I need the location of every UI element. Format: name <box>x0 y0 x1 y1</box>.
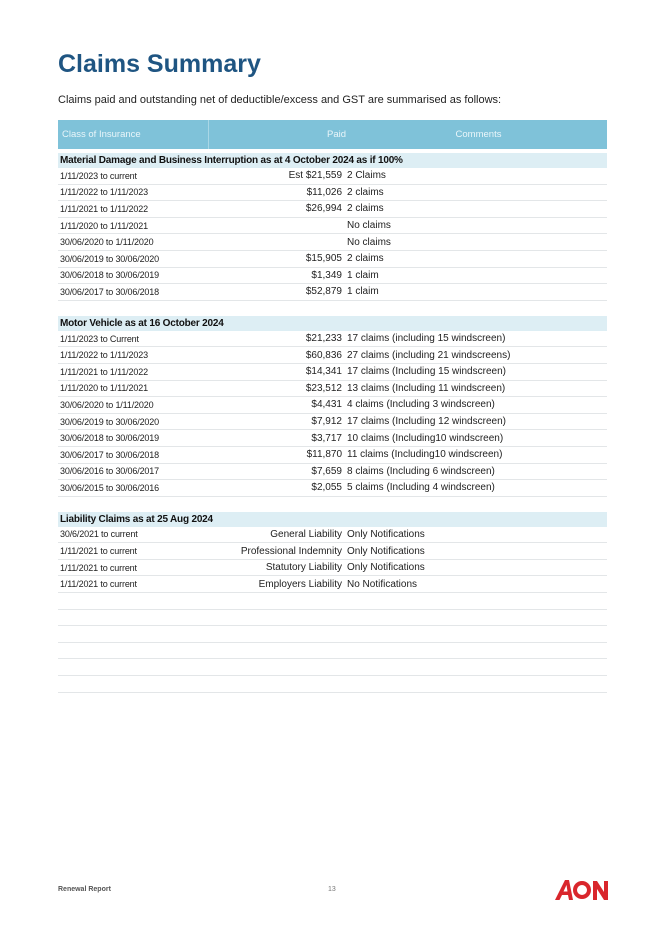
cell-paid: $52,879 <box>305 286 342 298</box>
cell-comments: 13 claims (Including 11 windscreen) <box>347 382 506 394</box>
table-row <box>58 381 607 398</box>
table-row <box>58 201 607 218</box>
cell-paid: $7,659 <box>311 465 342 477</box>
cell-comments: No claims <box>347 236 391 248</box>
cell-comments: 8 claims (Including 6 windscreen) <box>347 465 495 477</box>
cell-period: 1/11/2022 to 1/11/2023 <box>60 187 148 198</box>
cell-paid: $11,026 <box>306 186 342 198</box>
cell-comments: Only Notifications <box>347 528 425 540</box>
cell-comments: 17 claims (including 15 windscreen) <box>347 333 506 345</box>
cell-comments: 1 claim <box>347 269 379 281</box>
empty-row <box>58 626 607 643</box>
table-row <box>58 364 607 381</box>
cell-period: 30/06/2020 to 1/11/2020 <box>60 399 154 410</box>
header-class: Class of Insurance <box>58 120 209 149</box>
cell-period: 30/06/2019 to 30/06/2020 <box>60 253 159 264</box>
cell-period: 1/11/2021 to 1/11/2022 <box>60 203 148 214</box>
cell-paid: $7,912 <box>311 416 342 428</box>
cell-paid: $60,836 <box>305 349 342 361</box>
cell-period: 1/11/2021 to current <box>60 562 137 573</box>
table-row <box>58 527 607 544</box>
section-heading: Material Damage and Business Interruption as at 4 October 2024 as if 100% <box>58 153 607 168</box>
cell-period: 1/11/2021 to current <box>60 579 137 590</box>
cell-comments: No claims <box>347 220 391 232</box>
table-row <box>58 234 607 251</box>
cell-period: 1/11/2023 to Current <box>60 333 139 344</box>
cell-paid: $4,431 <box>311 399 342 411</box>
empty-row <box>58 659 607 676</box>
cell-paid: $21,233 <box>305 333 342 345</box>
cell-paid: $23,512 <box>305 382 342 394</box>
empty-row <box>58 676 607 693</box>
table-row <box>58 464 607 481</box>
page-number: 13 <box>328 886 336 893</box>
cell-paid: Est $21,559 <box>288 170 342 182</box>
intro-text: Claims paid and outstanding net of deductible/excess and GST are summarised as follows: <box>58 94 502 106</box>
table-row <box>58 331 607 348</box>
table-header <box>58 120 607 149</box>
cell-comments: 27 claims (including 21 windscreens) <box>347 349 511 361</box>
cell-comments: 17 claims (Including 12 windscreen) <box>347 416 506 428</box>
cell-paid: $26,994 <box>305 203 342 215</box>
table-row <box>58 218 607 235</box>
section-heading: Motor Vehicle as at 16 October 2024 <box>58 316 607 331</box>
cell-comments: 2 claims <box>347 253 384 265</box>
empty-row <box>58 593 607 610</box>
cell-paid: $1,349 <box>311 269 342 281</box>
cell-period: 30/06/2016 to 30/06/2017 <box>60 466 159 477</box>
table-row <box>58 576 607 593</box>
header-comments: Comments <box>455 129 502 140</box>
table-row <box>58 168 607 185</box>
section-gap <box>58 497 607 512</box>
cell-period: 30/06/2019 to 30/06/2020 <box>60 416 159 427</box>
cell-comments: 5 claims (Including 4 windscreen) <box>347 482 495 494</box>
cell-period: 30/06/2017 to 30/06/2018 <box>60 286 159 297</box>
table-body <box>58 153 607 693</box>
cell-paid: $2,055 <box>311 482 342 494</box>
cell-comments: 10 claims (Including10 windscreen) <box>347 432 504 444</box>
section-gap <box>58 301 607 316</box>
cell-comments: 17 claims (Including 15 windscreen) <box>347 366 506 378</box>
cell-period: 30/06/2018 to 30/06/2019 <box>60 270 159 281</box>
table-row <box>58 447 607 464</box>
header-paid: Paid <box>326 129 346 140</box>
page-title: Claims Summary <box>58 50 261 78</box>
cell-comments: 2 Claims <box>347 170 386 182</box>
table-row <box>58 284 607 301</box>
cell-comments: 2 claims <box>347 186 384 198</box>
cell-period: 1/11/2020 to 1/11/2021 <box>60 220 148 231</box>
cell-period: 30/06/2020 to 1/11/2020 <box>60 237 154 248</box>
table-row <box>58 543 607 560</box>
table-row <box>58 480 607 497</box>
cell-paid: Employers Liability <box>258 578 342 590</box>
cell-period: 1/11/2023 to current <box>60 170 137 181</box>
cell-comments: 11 claims (Including10 windscreen) <box>347 449 503 461</box>
cell-period: 1/11/2021 to current <box>60 546 137 557</box>
cell-paid: General Liability <box>270 528 342 540</box>
table-row <box>58 430 607 447</box>
table-row <box>58 414 607 431</box>
claims-table <box>58 120 607 693</box>
cell-period: 30/06/2018 to 30/06/2019 <box>60 433 159 444</box>
cell-comments: 4 claims (Including 3 windscreen) <box>347 399 495 411</box>
aon-logo <box>553 876 609 902</box>
cell-comments: Only Notifications <box>347 562 425 574</box>
cell-period: 30/06/2017 to 30/06/2018 <box>60 449 159 460</box>
cell-period: 1/11/2020 to 1/11/2021 <box>60 383 148 394</box>
section-heading: Liability Claims as at 25 Aug 2024 <box>58 512 607 527</box>
cell-comments: Only Notifications <box>347 545 425 557</box>
cell-comments: 2 claims <box>347 203 384 215</box>
cell-paid: $3,717 <box>311 432 342 444</box>
table-row <box>58 185 607 202</box>
cell-comments: No Notifications <box>347 578 418 590</box>
footer-label: Renewal Report <box>58 886 111 893</box>
table-row <box>58 251 607 268</box>
cell-period: 30/06/2015 to 30/06/2016 <box>60 482 159 493</box>
cell-period: 30/6/2021 to current <box>60 529 138 540</box>
cell-paid: Statutory Liability <box>265 562 342 574</box>
cell-period: 1/11/2022 to 1/11/2023 <box>60 350 148 361</box>
empty-row <box>58 643 607 660</box>
cell-comments: 1 claim <box>347 286 379 298</box>
table-row <box>58 560 607 577</box>
table-row <box>58 397 607 414</box>
table-row <box>58 347 607 364</box>
cell-paid: Professional Indemnity <box>240 545 342 557</box>
cell-period: 1/11/2021 to 1/11/2022 <box>60 366 148 377</box>
table-row <box>58 268 607 285</box>
cell-paid: $14,341 <box>305 366 342 378</box>
cell-paid: $15,905 <box>305 253 342 265</box>
empty-row <box>58 610 607 627</box>
cell-paid: $11,870 <box>306 449 342 461</box>
